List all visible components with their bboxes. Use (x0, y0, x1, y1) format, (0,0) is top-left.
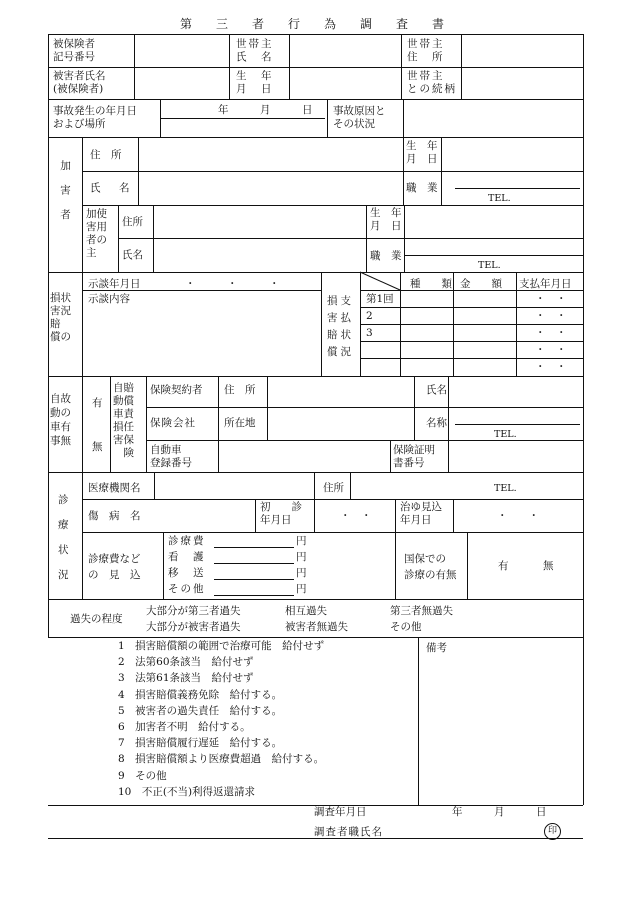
pay-row-date-dots: ・ ・ (535, 310, 567, 322)
company-label: 保険会社 (150, 417, 196, 429)
grid-line (134, 34, 135, 99)
employer-label: 加使 害用 者の 主 (86, 208, 107, 259)
grid-line (48, 99, 583, 100)
cost-item-underline[interactable] (214, 595, 294, 596)
pay-row-date-dots: ・ ・ (535, 361, 567, 373)
grid-line (146, 440, 583, 441)
first-visit-label: 初 診 年月日 (260, 501, 302, 526)
setainushi-name-field[interactable] (290, 36, 400, 66)
seal-icon: 印 (544, 823, 561, 840)
grid-line (448, 440, 449, 472)
col-paydate-label: 支払年月日 (519, 278, 572, 290)
jidan-date-dots: ・ ・ ・ (185, 278, 280, 290)
songai-section-label: 損状 害況 賠 償の (50, 292, 71, 343)
grid-line (82, 499, 583, 500)
hospital-tel-label: TEL. (494, 483, 517, 494)
grid-line (48, 34, 49, 637)
decision-item[interactable]: 4 損害賠償義務免除 給付する。 (118, 688, 283, 701)
disease-label: 傷 病 名 (88, 510, 141, 522)
grid-line (395, 532, 396, 599)
cause-label: 事故原因と その状況 (333, 105, 386, 130)
setainushi-addr-field[interactable] (462, 36, 582, 66)
grid-line (360, 307, 583, 308)
grid-line (267, 376, 268, 440)
decision-item[interactable]: 1 損害賠償額の範囲で治療可能 給付せず (118, 640, 325, 652)
survey-date-label: 調査年月日 (314, 806, 367, 818)
grid-line (414, 376, 415, 440)
employer-address-label: 住所 (122, 216, 143, 228)
grid-line (146, 407, 583, 408)
grid-line (350, 472, 351, 499)
cost-item-underline[interactable] (214, 579, 294, 580)
grid-line (110, 376, 111, 472)
payment-label: 損支 害払 賠状 償況 (327, 295, 354, 358)
accident-label: 事故発生の年月日 および場所 (53, 105, 137, 130)
hospital-label: 医療機関名 (88, 482, 141, 494)
kokuho-yu[interactable]: 有 (498, 560, 509, 572)
hihoken-number-field[interactable] (136, 36, 228, 66)
grid-line (327, 99, 328, 137)
hihoken-label: 被保険者 記号番号 (53, 38, 95, 63)
grid-line (48, 67, 583, 68)
jibai-section-label: 自故 動の 車有 事無 (50, 393, 71, 447)
survey-date-field[interactable]: 年 月 日 (452, 806, 547, 818)
decision-item[interactable]: 7 損害賠償履行遅延 給付する。 (118, 737, 283, 750)
grid-line (418, 637, 419, 805)
grid-line (218, 376, 219, 440)
cure-label: 治ゆ見込 年月日 (400, 501, 442, 526)
decision-item[interactable]: 2 法第60条該当 給付せず (118, 656, 254, 669)
cost-label: 診療費など の 見 込 (88, 553, 141, 581)
kagaisha-tel-label: TEL. (488, 193, 511, 204)
pay-row-label: 3 (366, 327, 373, 339)
grid-line (583, 34, 584, 805)
col-kind-label: 種 類 (410, 278, 452, 290)
decision-item[interactable]: 9 その他 (118, 769, 167, 782)
employer-name-label: 氏名 (122, 249, 143, 261)
company-name-label: 名称 (426, 417, 447, 429)
grid-line (453, 499, 454, 532)
pay-row-date-dots: ・ ・ (535, 344, 567, 356)
grid-line (48, 137, 583, 138)
grid-line (48, 472, 583, 473)
cost-item-label: その他 (168, 583, 206, 595)
company-location-label: 所在地 (224, 417, 256, 429)
grid-line (82, 205, 583, 206)
fault-opt-1[interactable]: 大部分が第三者過失 (146, 605, 241, 617)
grid-line (255, 499, 256, 532)
investigator-label: 調査者職氏名 (314, 826, 383, 838)
jidan-content-label: 示談内容 (88, 293, 130, 305)
cost-item-unit: 円 (296, 535, 307, 547)
contractor-label: 保険契約者 (150, 384, 203, 396)
pay-row-label: 第1回 (366, 293, 394, 305)
col-amount-label: 金 額 (460, 278, 502, 290)
fault-opt-2[interactable]: 相互過失 (285, 605, 327, 617)
kokuho-mu[interactable]: 無 (543, 560, 554, 572)
company-tel-label: TEL. (494, 429, 517, 440)
grid-line (48, 376, 583, 377)
diagonal-line-stroke (360, 272, 400, 290)
grid-line (467, 532, 468, 599)
decision-item[interactable]: 3 法第61条該当 給付せず (118, 672, 254, 685)
grid-line (455, 188, 580, 189)
grid-line (146, 376, 147, 472)
first-visit-dots: ・ ・ (340, 510, 372, 522)
employer-job-label: 職 業 (370, 250, 402, 262)
hospital-address-label: 住所 (323, 482, 344, 494)
car-reg-label: 自動車 登録番号 (150, 444, 192, 469)
kagaisha-name-label: 氏 名 (90, 182, 134, 194)
fault-opt-6[interactable]: その他 (390, 621, 422, 633)
grid-line (160, 118, 325, 119)
employer-birth-label: 生 年 月 日 (370, 207, 402, 232)
higaisha-name-field[interactable] (136, 68, 228, 98)
grid-line (360, 324, 583, 325)
remarks-label: 備考 (426, 642, 447, 654)
grid-line (314, 499, 315, 532)
pay-row-label: 2 (366, 310, 373, 322)
grid-line (360, 341, 583, 342)
decision-item[interactable]: 5 被害者の過失責任 給付する。 (118, 704, 283, 717)
grid-line (82, 532, 583, 533)
cost-item-label: 移 送 (168, 567, 206, 579)
decision-item[interactable]: 8 損害賠償額より医療費超過 給付する。 (118, 753, 325, 766)
grid-line (360, 358, 583, 359)
cost-item-label: 看 護 (168, 551, 206, 563)
jidan-content-field[interactable] (84, 308, 320, 374)
grid-line (390, 440, 391, 472)
accident-date-field[interactable]: 年 月 日 (218, 104, 313, 116)
fault-opt-4[interactable]: 大部分が被害者過失 (146, 621, 241, 633)
employer-tel-label: TEL. (478, 260, 501, 271)
kagaisha-job-label: 職 業 (406, 182, 438, 194)
grid-line (48, 272, 583, 273)
fault-label: 過失の程度 (70, 613, 123, 625)
cost-item-unit: 円 (296, 583, 307, 595)
grid-line (48, 637, 583, 638)
cure-dots: ・ ・ (497, 510, 539, 522)
contractor-name-label: 氏名 (426, 384, 447, 396)
fault-opt-5[interactable]: 被害者無過失 (285, 621, 348, 633)
decision-item[interactable]: 10 不正(不当)利得返還請求 (118, 785, 256, 798)
relation-label: 世帯主 との続柄 (407, 70, 457, 95)
kagaisha-address-label: 住 所 (90, 149, 122, 161)
grid-line (163, 532, 164, 599)
pay-row-date-dots: ・ ・ (535, 327, 567, 339)
grid-line (314, 472, 315, 499)
grid-line (403, 99, 404, 137)
grid-line (229, 34, 230, 99)
grid-line (82, 272, 83, 376)
kagaisha-birth-label: 生 年 月 日 (406, 140, 438, 165)
jibai-yu-label: 有 (92, 397, 103, 409)
jibai-mu-label: 無 (92, 441, 103, 453)
grid-line (48, 599, 583, 600)
contractor-address-label: 住 所 (224, 384, 256, 396)
grid-line (395, 499, 396, 532)
grid-line (82, 171, 583, 172)
cost-item-unit: 円 (296, 567, 307, 579)
cost-item-unit: 円 (296, 551, 307, 563)
page-title: 第 三 者 行 為 調 査 書 (179, 17, 450, 31)
grid-line (48, 34, 583, 35)
grid-line (118, 238, 583, 239)
grid-line (154, 472, 155, 499)
decision-item[interactable]: 6 加害者不明 給付する。 (118, 721, 251, 733)
cost-item-underline[interactable] (214, 547, 294, 548)
fault-opt-3[interactable]: 第三者無過失 (390, 605, 453, 617)
kokuho-label: 国保での 診療の有無 (404, 553, 457, 581)
cost-item-underline[interactable] (214, 563, 294, 564)
kagaisha-section-label: 加害者 (59, 160, 71, 234)
grid-line (401, 34, 402, 99)
higaisha-label: 被害者氏名 (被保険者) (53, 70, 106, 95)
setainushi-name-label: 世帯主 氏 名 (236, 38, 274, 63)
cost-item-label: 診療費 (168, 535, 206, 547)
grid-line (455, 424, 580, 425)
jidan-date-label: 示談年月日 (88, 278, 141, 290)
grid-line (321, 272, 322, 376)
grid-line (404, 255, 583, 256)
pay-row-date-dots: ・ ・ (535, 293, 567, 305)
cert-label: 保険証明 書番号 (393, 444, 435, 469)
grid-line (82, 376, 83, 472)
remarks-field[interactable] (420, 658, 580, 798)
grid-line (218, 440, 219, 472)
setainushi-addr-label: 世帯主 住 所 (407, 38, 445, 63)
higaisha-birth-label: 生 年 月 日 (236, 70, 274, 95)
investigator-field[interactable] (410, 822, 540, 840)
jibaiseki-label: 自賠 動償 車責 損任 害保 険 (113, 382, 134, 459)
grid-line (448, 376, 449, 440)
grid-line (82, 472, 83, 599)
shinryo-section-label: 診 療 状 況 (58, 494, 69, 581)
